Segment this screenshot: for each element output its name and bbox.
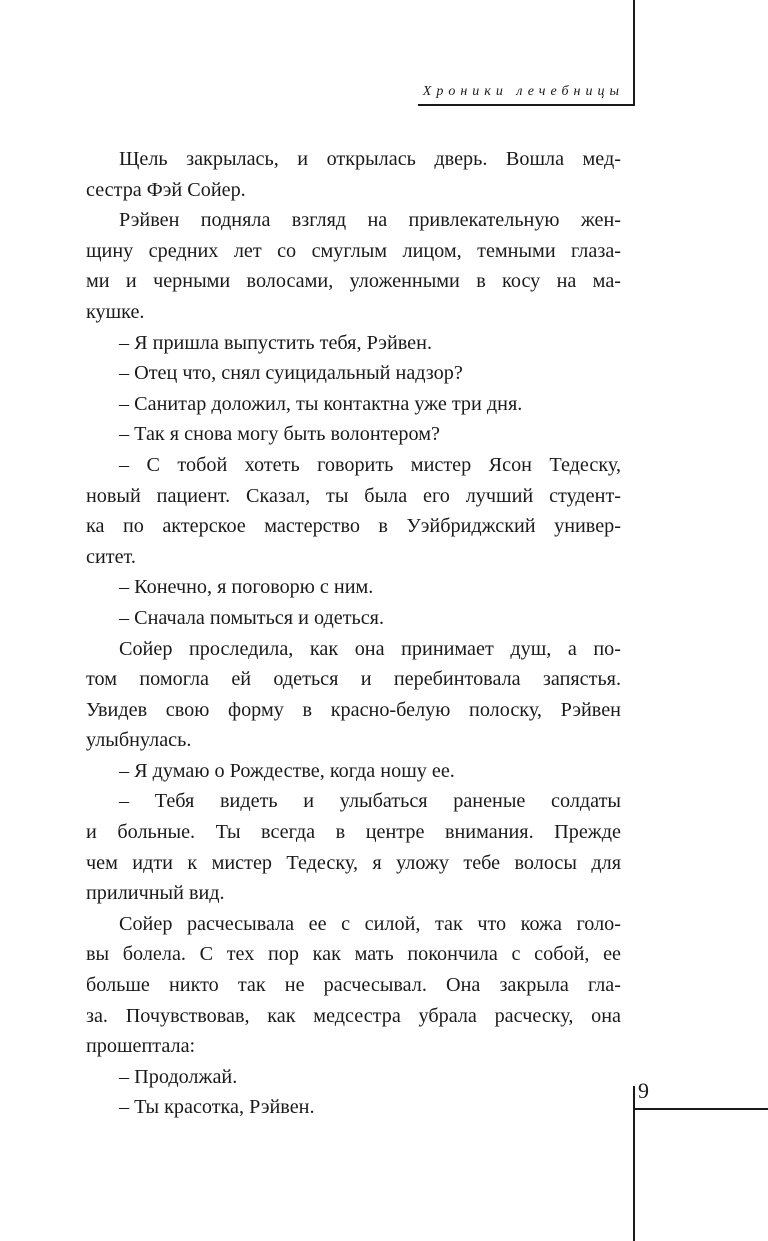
text-line: за. Почувствовав, как медсестра убрала расческу, она (86, 1004, 621, 1027)
text-line: – Продолжай. (119, 1065, 238, 1088)
text-line: – Я пришла выпустить тебя, Рэйвен. (119, 331, 432, 354)
text-line: улыбнулась. (86, 729, 192, 752)
text-line: Увидев свою форму в красно-белую полоску, Рэйвен (86, 698, 621, 721)
text-line: больше никто так не расчесывал. Она закрыла гла- (86, 974, 621, 997)
text-line: – Отец что, снял суицидальный надзор? (119, 362, 463, 385)
text-line: щину средних лет со смуглым лицом, темными глаза- (86, 239, 621, 262)
text-line: Сойер проследила, как она принимает душ, а по- (119, 637, 621, 660)
text-line: ситет. (86, 545, 136, 568)
text-line: том помогла ей одеться и перебинтовала запястья. (86, 668, 621, 691)
text-line: Рэйвен подняла взгляд на привлекательную жен- (119, 209, 621, 232)
text-line: – С тобой хотеть говорить мистер Ясон Тедеску, (119, 453, 621, 476)
text-line: – Сначала помыться и одеться. (119, 606, 385, 629)
text-line: новый пациент. Сказал, ты была его лучший студент- (86, 484, 621, 507)
text-line: ка по актерское мастерство в Уэйбриджский универ- (86, 515, 621, 538)
text-line: – Я думаю о Рождестве, когда ношу ее. (119, 759, 455, 782)
text-line: приличный вид. (86, 882, 225, 905)
text-line: – Тебя видеть и улыбаться раненые солдаты (119, 790, 621, 813)
page-number: 9 (638, 1078, 649, 1103)
text-line: – Санитар доложил, ты контактна уже три дня. (119, 392, 523, 415)
text-line: прошептала: (86, 1035, 196, 1058)
running-head: Хроники лечебницы (422, 84, 624, 99)
text-line: сестра Фэй Сойер. (86, 178, 246, 201)
body-text (86, 144, 621, 1123)
text-line: – Ты красотка, Рэйвен. (119, 1096, 315, 1119)
header-rule (418, 104, 635, 106)
text-line: – Конечно, я поговорю с ним. (119, 576, 374, 599)
text-line: и больные. Ты всегда в центре внимания. Прежде (86, 821, 621, 844)
text-line: кушке. (86, 300, 145, 323)
text-line: Сойер расчесывала ее с силой, так что кожа голо- (119, 912, 621, 935)
top-vertical-rule (633, 0, 635, 106)
footer-rule (633, 1108, 768, 1110)
text-line: Щель закрылась, и открылась дверь. Вошла мед- (119, 148, 621, 170)
text-line: – Так я снова могу быть волонтером? (119, 423, 440, 446)
text-line: чем идти к мистер Тедеску, я уложу тебе волосы для (86, 851, 621, 874)
text-line: ми и черными волосами, уложенными в косу на ма- (86, 270, 621, 293)
text-line: вы болела. С тех пор как мать покончила с собой, ее (86, 943, 621, 966)
